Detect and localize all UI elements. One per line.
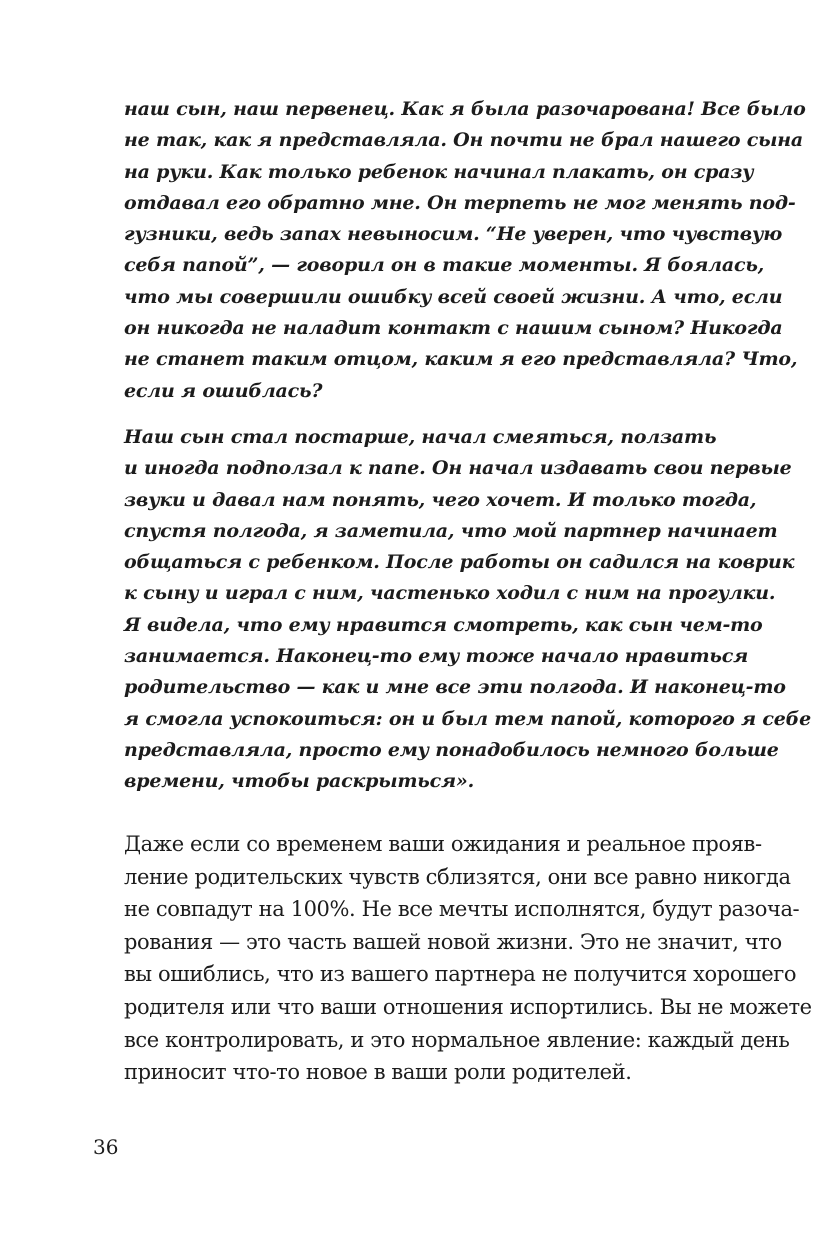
text-line: не совпадут на 100%. Не все мечты исполнятся, будут разоча- [124,897,800,922]
text-line: наш сын, наш первенец. Как я была разочарована! Все было [124,98,806,120]
text-line: приносит что-то новое в ваши роли родителей. [124,1060,632,1085]
body-paragraph [124,828,812,1089]
text-line: представляла, просто ему понадобилось немного больше [124,738,779,761]
text-line: ление родительских чувств сблизятся, они все равно никогда [124,864,791,889]
text-line: Я видела, что ему нравится смотреть, как сын чем-то [124,613,763,636]
text-line: Даже если со временем ваши ожидания и реальное прояв- [124,832,762,856]
page-number: 36 [93,1135,119,1159]
text-line: спустя полгода, я заметила, что мой партнер начинает [124,519,778,542]
text-line: занимается. Наконец-то ему тоже начало нравиться [124,645,748,668]
text-line: Наш сын стал постарше, начал смеяться, ползать [124,426,717,448]
text-line: звуки и давал нам понять, чего хочет. И только тогда, [124,488,757,511]
text-line: все контролировать, и это нормальное явление: каждый день [124,1027,790,1052]
text-line: общаться с ребенком. После работы он садился на коврик [124,551,795,574]
text-line: не станет таким отцом, каким я его представляла? Что, [124,348,798,371]
text-line: я смогла успокоиться: он и был тем папой, которого я себе [124,707,811,730]
text-line: себя папой”, — говорил он в такие моменты. Я боялась, [124,254,765,277]
text-line: вы ошиблись, что из вашего партнера не получится хорошего [124,962,797,987]
text-line: если я ошиблась? [124,379,323,402]
text-line: на руки. Как только ребенок начинал плакать, он сразу [124,160,754,183]
text-line: рования — это часть вашей новой жизни. Это не значит, что [124,929,782,954]
text-line: отдавал его обратно мне. Он терпеть не мог менять под- [124,191,796,214]
text-line: родительство — как и мне все эти полгода. И наконец-то [124,676,786,699]
text-line: не так, как я представляла. Он почти не брал нашего сына [124,129,803,152]
text-line: к сыну и играл с ним, частенько ходил с ним на прогулки. [124,582,776,605]
quote-paragraph-2 [124,422,811,798]
text-line: он никогда не наладит контакт с нашим сыном? Никогда [124,317,783,340]
text-line: и иногда подползал к папе. Он начал издавать свои первые [124,457,792,480]
text-line: времени, чтобы раскрыться». [124,770,474,793]
quote-paragraph-1 [124,94,806,407]
text-line: родителя или что ваши отношения испортились. Вы не можете [124,994,812,1019]
text-line: гузники, ведь запах невыносим. “Не уверен, что чувствую [124,223,783,246]
text-line: что мы совершили ошибку всей своей жизни. А что, если [124,285,783,308]
